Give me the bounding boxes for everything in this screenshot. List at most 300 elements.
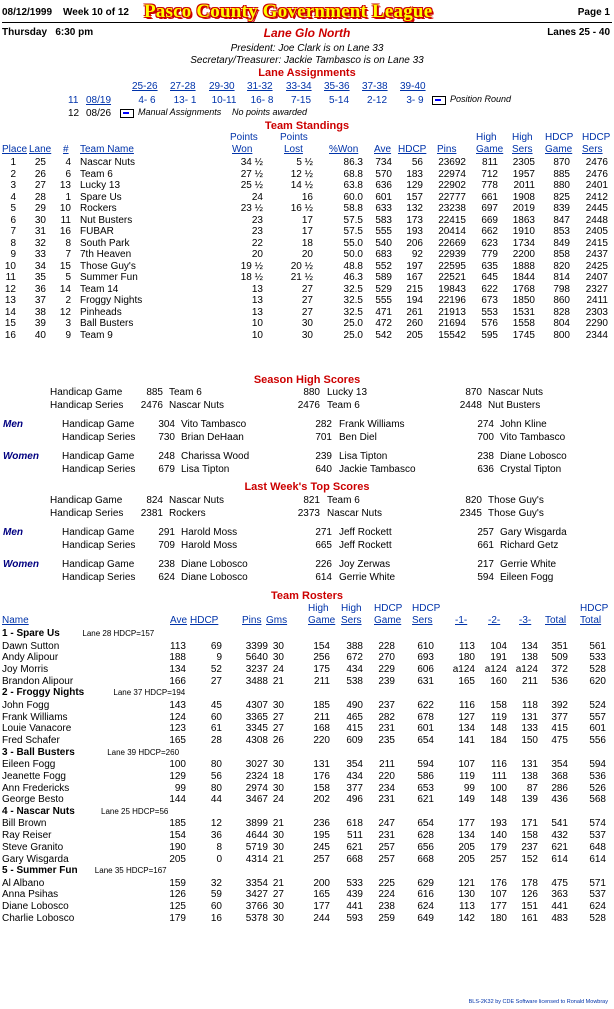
roster-player-row	[0, 889, 614, 900]
score-category: Handicap Game	[62, 559, 135, 570]
standings-place: 9	[10, 249, 16, 260]
roster-team-info: Lane 35 HDCP=167	[94, 866, 167, 876]
season-high-title: Season High Scores	[253, 374, 361, 386]
roster-cell: 45	[210, 699, 222, 711]
roster-col-header: Pins	[242, 615, 262, 626]
score-name-3: Crystal Tipton	[500, 464, 562, 475]
roster-cell: 161	[521, 912, 538, 924]
score-category: Handicap Series	[62, 432, 136, 443]
standings-points-won: 18 ½	[240, 272, 263, 283]
standings-average: 472	[375, 318, 392, 329]
roster-cell: 526	[589, 782, 606, 794]
roster-cell: 528	[589, 663, 606, 675]
standings-average: 555	[375, 295, 392, 306]
roster-cell: 388	[346, 640, 363, 652]
roster-team-header	[0, 628, 614, 639]
roster-cell: 237	[378, 699, 395, 711]
roster-cell: 159	[169, 877, 186, 889]
roster-cell: 244	[313, 912, 330, 924]
standings-lane: 28	[34, 191, 46, 203]
roster-cell: 601	[589, 723, 606, 735]
roster-cell: 432	[551, 830, 568, 842]
standings-place: 15	[4, 318, 16, 329]
standings-points-won: 13	[251, 306, 263, 318]
roster-player-row	[0, 901, 614, 912]
standings-high-series: 2305	[512, 157, 535, 168]
roster-col-header: High	[341, 603, 362, 614]
roster-cell: 511	[347, 830, 363, 842]
roster-cell: 621	[346, 841, 363, 853]
roster-player-row	[0, 830, 614, 841]
roster-cell: 80	[210, 782, 222, 794]
roster-cell: 0	[216, 853, 222, 865]
standings-col-header: %Won	[329, 144, 359, 155]
roster-cell: 30	[272, 699, 284, 711]
standings-team-name: 7th Heaven	[80, 249, 132, 260]
roster-cell: 220	[378, 770, 395, 782]
standings-pct-won: 25.0	[343, 318, 363, 329]
roster-cell: 586	[417, 770, 434, 782]
roster-cell: 631	[417, 675, 434, 687]
standings-hdcp-series: 2412	[585, 191, 608, 203]
standings-pins: 22196	[438, 295, 466, 306]
roster-cell: 653	[417, 782, 434, 794]
lane-pair-value: 2-12	[366, 95, 387, 106]
score-row	[0, 400, 614, 411]
roster-cell: Louie Vanacore	[2, 723, 72, 735]
standings-lane: 29	[34, 203, 46, 214]
standings-lane: 32	[34, 237, 46, 249]
roster-cell: 3427	[245, 889, 268, 901]
roster-cell: 415	[551, 723, 568, 735]
score-category: Handicap Game	[62, 419, 135, 430]
roster-player-row	[0, 854, 614, 865]
roster-cell: 195	[313, 830, 330, 842]
standings-average: 552	[375, 260, 392, 272]
roster-cell: 259	[378, 912, 395, 924]
score-row	[0, 508, 614, 519]
score-name-3: Nascar Nuts	[488, 387, 544, 398]
position-round-icon	[432, 96, 446, 105]
score-name-2: Team 6	[327, 400, 360, 411]
roster-cell: John Fogg	[2, 699, 50, 711]
roster-team-header	[0, 806, 614, 817]
standings-place: 5	[10, 203, 16, 214]
standings-pins: 21694	[438, 318, 466, 329]
standings-high-series: 1888	[512, 260, 535, 272]
roster-cell: Gary Wisgarda	[2, 853, 69, 865]
score-category: Handicap Series	[50, 508, 124, 519]
roster-player-row	[0, 652, 614, 663]
standings-team-number: 12	[59, 306, 71, 318]
standings-lane: 35	[34, 272, 46, 283]
roster-cell: 133	[521, 723, 538, 735]
standings-pct-won: 58.8	[343, 203, 363, 214]
lanes-range: Lanes 25 - 40	[547, 27, 610, 38]
roster-player-row	[0, 676, 614, 687]
roster-col-header: Sers	[412, 615, 433, 626]
standings-hdcp-series: 2401	[585, 180, 608, 191]
roster-cell: 12	[210, 818, 222, 830]
roster-cell: 26	[272, 734, 284, 746]
roster-cell: 119	[459, 770, 475, 782]
roster-cell: 211	[314, 711, 330, 723]
standings-points-lost: 5 ½	[296, 157, 313, 168]
roster-cell: 4307	[245, 699, 268, 711]
standings-col-header: #	[63, 144, 69, 155]
roster-cell: 624	[589, 901, 606, 913]
standings-row	[0, 307, 614, 318]
score-name-1: Lisa Tipton	[181, 464, 230, 475]
standings-lane: 37	[34, 295, 46, 306]
standings-col-header: Pins	[437, 144, 457, 155]
roster-cell: 177	[313, 901, 330, 913]
roster-cell: 80	[210, 759, 222, 771]
roster-cell: 27	[210, 675, 222, 687]
standings-hdcp-game: 804	[553, 318, 570, 329]
standings-col-header: HDCP	[545, 132, 574, 143]
standings-points-won: 27 ½	[240, 168, 263, 180]
roster-cell: 618	[346, 818, 363, 830]
roster-cell: 148	[490, 794, 507, 806]
standings-hdcp-series: 2407	[585, 272, 608, 283]
roster-team-name: 2 - Froggy Nights	[2, 687, 85, 699]
roster-cell: Steve Granito	[2, 841, 64, 853]
standings-points-lost: 20	[301, 249, 313, 260]
score-value-1: 2476	[140, 400, 163, 411]
score-name-3: Richard Getz	[500, 540, 559, 551]
roster-cell: 193	[490, 818, 507, 830]
roster-cell: 3399	[245, 640, 268, 652]
roster-cell: 368	[551, 770, 568, 782]
score-value-2: 880	[303, 387, 320, 398]
roster-cell: 557	[589, 711, 606, 723]
roster-team-header	[0, 687, 614, 698]
standings-team-name: Summer Fun	[80, 272, 138, 283]
roster-cell: 21	[272, 877, 284, 889]
standings-lane: 34	[34, 260, 46, 272]
roster-cell: 21	[272, 675, 284, 687]
score-row	[0, 495, 614, 506]
standings-pct-won: 46.3	[343, 272, 363, 283]
standings-points-lost: 20 ½	[290, 260, 313, 272]
standings-pct-won: 68.8	[343, 168, 363, 180]
roster-cell: 225	[378, 877, 395, 889]
week-number: 11	[68, 95, 79, 106]
roster-cell: 127	[458, 711, 475, 723]
score-value-2: 271	[315, 527, 332, 538]
standings-lane: 40	[34, 329, 46, 341]
roster-cell: 4308	[245, 734, 268, 746]
roster-cell: 184	[490, 734, 507, 746]
standings-hdcp-game: 814	[553, 272, 570, 283]
roster-cell: 179	[490, 841, 507, 853]
standings-place: 1	[10, 157, 16, 168]
standings-place: 3	[10, 180, 16, 191]
roster-cell: 2324	[245, 770, 268, 782]
standings-place: 4	[10, 191, 16, 203]
score-name-1: Diane Lobosco	[181, 559, 248, 570]
score-name-3: Gerrie White	[500, 559, 557, 570]
women-label: Women	[3, 451, 39, 462]
roster-col-header: HDCP	[374, 603, 403, 614]
roster-cell: Diane Lobosco	[2, 901, 69, 913]
roster-player-row	[0, 700, 614, 711]
header-divider	[2, 22, 612, 23]
roster-team-name: 5 - Summer Fun	[2, 865, 78, 877]
roster-cell: 614	[589, 853, 606, 865]
roster-cell: 231	[378, 830, 395, 842]
score-name-1: Vito Tambasco	[181, 419, 247, 430]
roster-cell: 100	[490, 782, 507, 794]
standings-handicap: 193	[406, 226, 423, 237]
roster-cell: 5640	[245, 652, 268, 664]
position-round-note: Position Round	[450, 94, 512, 104]
roster-cell: 138	[521, 770, 538, 782]
roster-cell: 256	[313, 652, 330, 664]
roster-cell: 24	[272, 663, 284, 675]
roster-cell: 171	[521, 818, 538, 830]
score-name-2: Nascar Nuts	[327, 508, 383, 519]
score-category: Handicap Game	[50, 387, 123, 398]
roster-cell: 44	[210, 794, 222, 806]
roster-cell: 392	[551, 699, 568, 711]
lane-assignments-title: Lane Assignments	[258, 67, 356, 79]
score-value-2: 821	[303, 495, 320, 506]
standings-points-lost: 18	[301, 237, 313, 249]
standings-title: Team Standings	[264, 120, 350, 132]
roster-cell: 140	[490, 830, 507, 842]
standings-team-number: 11	[60, 214, 71, 226]
standings-points-lost: 12 ½	[290, 168, 313, 180]
roster-cell: 131	[313, 759, 330, 771]
standings-high-game: 622	[481, 283, 498, 295]
standings-team-name: Nascar Nuts	[80, 157, 136, 168]
roster-cell: 3354	[245, 877, 268, 889]
roster-cell: 363	[551, 889, 568, 901]
roster-cell: 211	[314, 675, 330, 687]
standings-row	[0, 203, 614, 214]
roster-cell: 236	[313, 818, 330, 830]
roster-cell: 672	[346, 652, 363, 664]
roster-cell: 649	[417, 912, 434, 924]
standings-place: 10	[4, 260, 16, 272]
standings-high-game: 623	[481, 237, 498, 249]
lane-pair-header: 33-34	[286, 81, 312, 92]
score-value-1: 709	[158, 540, 175, 551]
standings-pins: 22521	[438, 272, 466, 283]
standings-place: 16	[4, 329, 16, 341]
roster-cell: 621	[551, 841, 568, 853]
standings-place: 6	[10, 214, 16, 226]
day-time: Thursday 6:30 pm	[2, 27, 94, 38]
score-category: Handicap Series	[62, 572, 136, 583]
roster-cell: 30	[272, 912, 284, 924]
men-label: Men	[3, 527, 23, 538]
roster-cell: 148	[490, 723, 507, 735]
roster-col-header: HDCP	[190, 615, 219, 626]
roster-cell: 134	[169, 663, 186, 675]
roster-cell: Charlie Lobosco	[2, 912, 75, 924]
standings-hdcp-game: 858	[553, 249, 570, 260]
roster-cell: 537	[589, 830, 606, 842]
score-value-3: 257	[477, 527, 494, 538]
roster-col-header: Game	[308, 615, 336, 626]
roster-cell: 36	[210, 830, 222, 842]
roster-cell: 177	[458, 818, 475, 830]
standings-pct-won: 32.5	[343, 295, 363, 306]
roster-cell: 113	[459, 901, 475, 913]
standings-col-header: HDCP	[398, 144, 427, 155]
standings-col-header: HDCP	[582, 132, 611, 143]
standings-row	[0, 295, 614, 306]
standings-team-name: Nut Busters	[80, 214, 133, 226]
score-name-2: Gerrie White	[339, 572, 396, 583]
roster-cell: 99	[174, 782, 186, 794]
roster-cell: 158	[313, 782, 330, 794]
roster-cell: Fred Schafer	[2, 734, 60, 746]
roster-cell: 629	[417, 877, 434, 889]
roster-cell: 3488	[245, 675, 268, 687]
roster-cell: 160	[490, 675, 507, 687]
roster-cell: 56	[210, 770, 222, 782]
score-value-2: 226	[315, 559, 332, 570]
score-name-1: Diane Lobosco	[181, 572, 248, 583]
roster-cell: 496	[346, 794, 363, 806]
roster-player-row	[0, 735, 614, 746]
roster-cell: 594	[589, 759, 606, 771]
roster-cell: 622	[417, 699, 434, 711]
score-value-1: 238	[158, 559, 175, 570]
standings-pct-won: 32.5	[343, 283, 363, 295]
manual-assign-icon	[120, 109, 134, 118]
standings-pins: 19843	[438, 283, 466, 295]
standings-row	[0, 318, 614, 329]
score-row	[0, 527, 614, 538]
score-value-2: 2373	[297, 508, 320, 519]
score-name-1: Harold Moss	[181, 527, 238, 538]
standings-team-name: Pinheads	[80, 306, 122, 318]
roster-cell: 351	[551, 640, 568, 652]
roster-cell: 9	[216, 652, 222, 664]
lane-pair-header: 31-32	[247, 81, 273, 92]
roster-cell: 144	[169, 794, 186, 806]
standings-hdcp-game: 853	[553, 226, 570, 237]
roster-cell: 693	[417, 652, 434, 664]
standings-col-header: High	[512, 132, 533, 143]
standings-average: 734	[375, 157, 392, 168]
score-value-1: 624	[158, 572, 175, 583]
standings-average: 471	[375, 306, 392, 318]
standings-team-number: 6	[65, 168, 71, 180]
standings-average: 636	[375, 180, 392, 191]
roster-cell: 3027	[245, 759, 268, 771]
standings-pct-won: 86.3	[343, 157, 363, 168]
standings-pins: 22939	[438, 249, 466, 260]
score-name-3: John Kline	[500, 419, 547, 430]
roster-cell: 490	[346, 699, 363, 711]
standings-pins: 22902	[438, 180, 466, 191]
roster-cell: 257	[378, 853, 395, 865]
score-value-2: 701	[315, 432, 332, 443]
roster-cell: 654	[417, 818, 434, 830]
standings-team-name: Team 9	[80, 329, 113, 341]
standings-team-name: South Park	[80, 237, 130, 249]
roster-cell: 205	[169, 853, 186, 865]
standings-points-lost: 30	[301, 329, 313, 341]
men-label: Men	[3, 419, 23, 430]
score-row	[0, 419, 614, 430]
roster-cell: 465	[346, 711, 363, 723]
standings-team-name: Lucky 13	[80, 180, 121, 191]
score-name-3: Eileen Fogg	[500, 572, 554, 583]
roster-cell: George Besto	[2, 794, 64, 806]
roster-col-header: High	[308, 603, 329, 614]
standings-high-series: 1908	[512, 191, 535, 203]
roster-cell: 27	[272, 711, 284, 723]
roster-cell: 134	[521, 640, 538, 652]
roster-cell: 282	[378, 711, 395, 723]
standings-handicap: 157	[406, 191, 423, 203]
standings-hdcp-game: 798	[553, 283, 570, 295]
score-name-2: Jackie Tambasco	[339, 464, 416, 475]
roster-cell: 205	[458, 841, 475, 853]
roster-cell: 2974	[245, 782, 268, 794]
roster-cell: 234	[378, 782, 395, 794]
standings-row	[0, 215, 614, 226]
standings-place: 11	[5, 272, 16, 283]
standings-hdcp-series: 2437	[585, 249, 608, 260]
score-value-3: 238	[477, 451, 494, 462]
lane-pair-value: 10-11	[211, 95, 237, 106]
roster-cell: 180	[490, 912, 507, 924]
roster-cell: 574	[589, 818, 606, 830]
roster-cell: 118	[522, 699, 538, 711]
roster-team-header	[0, 747, 614, 758]
roster-cell: 149	[458, 794, 475, 806]
roster-cell: a124	[452, 663, 475, 675]
page-number: Page 1	[577, 7, 610, 18]
roster-cell: 231	[378, 723, 395, 735]
standings-hdcp-game: 828	[553, 306, 570, 318]
roster-cell: 3766	[245, 901, 268, 913]
score-value-2: 282	[315, 419, 332, 430]
roster-cell: 178	[521, 877, 538, 889]
roster-cell: 224	[378, 889, 395, 901]
roster-player-row	[0, 712, 614, 723]
standings-lane: 30	[34, 214, 46, 226]
roster-cell: 202	[313, 794, 330, 806]
roster-player-row	[0, 641, 614, 652]
standings-points-lost: 17	[301, 214, 313, 226]
roster-cell: 3345	[245, 723, 268, 735]
roster-cell: 610	[417, 640, 434, 652]
week-label: Week 10 of 12	[63, 7, 129, 18]
lane-pair-header: 29-30	[209, 81, 235, 92]
standings-points-won: 10	[251, 329, 263, 341]
standings-handicap: 260	[406, 318, 423, 329]
roster-cell: 475	[551, 877, 568, 889]
standings-average: 542	[375, 329, 392, 341]
standings-team-name: Team 6	[80, 168, 113, 180]
standings-col-header: Game	[476, 144, 504, 155]
standings-team-name: Spare Us	[80, 191, 122, 203]
standings-lane: 38	[34, 306, 46, 318]
week-number: 12	[68, 108, 80, 119]
roster-cell: 61	[210, 723, 222, 735]
score-name-3: Nut Busters	[488, 400, 541, 411]
score-name-2: Joy Zerwas	[339, 559, 391, 570]
